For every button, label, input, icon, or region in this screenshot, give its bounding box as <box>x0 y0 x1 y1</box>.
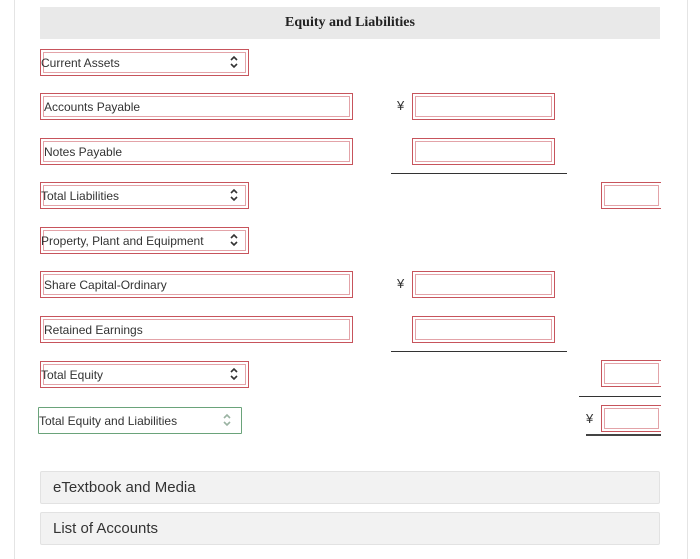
select-label: Total Equity <box>41 368 104 382</box>
currency-symbol: ¥ <box>586 411 594 426</box>
chevron-updown-icon <box>222 413 232 427</box>
etextbook-media-panel[interactable] <box>40 471 660 504</box>
share-capital-field[interactable] <box>40 271 353 298</box>
retained-earnings-amount[interactable] <box>412 316 555 343</box>
panel-label: List of Accounts <box>53 520 159 537</box>
accounts-payable-amount[interactable] <box>412 93 555 120</box>
retained-earnings-field[interactable] <box>40 316 353 343</box>
field-label: Notes Payable <box>44 145 123 159</box>
ppe-select[interactable] <box>40 227 249 254</box>
current-assets-select[interactable] <box>40 49 249 76</box>
currency-symbol: ¥ <box>397 98 405 113</box>
chevron-updown-icon <box>229 188 239 202</box>
share-capital-amount[interactable] <box>412 271 555 298</box>
total-equity-amount[interactable] <box>601 360 661 387</box>
total-rule <box>579 396 661 397</box>
chevron-updown-icon <box>229 233 239 247</box>
total-equity-liabilities-select[interactable] <box>38 407 242 434</box>
subtotal-rule <box>391 351 567 352</box>
section-title: Equity and Liabilities <box>285 15 415 30</box>
accounts-payable-field[interactable] <box>40 93 353 120</box>
select-label: Total Equity and Liabilities <box>39 414 178 428</box>
total-liabilities-select[interactable] <box>40 182 249 209</box>
currency-symbol: ¥ <box>397 276 405 291</box>
total-equity-liabilities-amount[interactable] <box>601 405 661 432</box>
list-of-accounts-panel[interactable] <box>40 512 660 545</box>
chevron-updown-icon <box>229 367 239 381</box>
select-label: Current Assets <box>41 56 120 70</box>
select-label: Total Liabilities <box>41 189 120 203</box>
total-liabilities-amount[interactable] <box>601 182 661 209</box>
total-equity-select[interactable] <box>40 361 249 388</box>
subtotal-rule <box>391 173 567 174</box>
notes-payable-amount[interactable] <box>412 138 555 165</box>
select-label: Property, Plant and Equipment <box>41 234 204 248</box>
notes-payable-field[interactable] <box>40 138 353 165</box>
section-header <box>40 7 660 39</box>
grand-total-rule <box>586 434 661 436</box>
field-label: Share Capital-Ordinary <box>44 278 167 292</box>
chevron-updown-icon <box>229 55 239 69</box>
panel-label: eTextbook and Media <box>53 479 196 496</box>
field-label: Accounts Payable <box>44 100 141 114</box>
field-label: Retained Earnings <box>44 323 143 337</box>
